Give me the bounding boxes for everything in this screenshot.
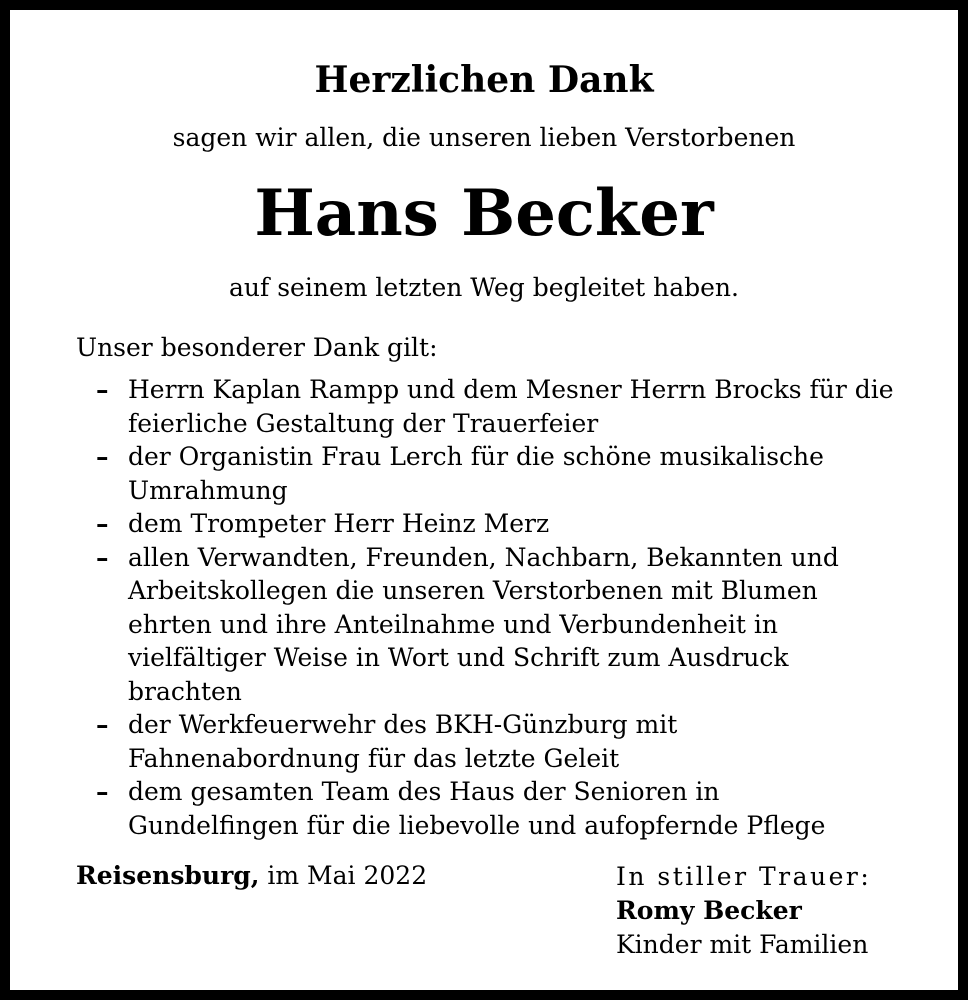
place-name: Reisensburg,	[76, 861, 260, 890]
deceased-name: Hans Becker	[254, 176, 714, 251]
dash-bullet: –	[96, 442, 109, 471]
list-item	[96, 541, 896, 709]
list-item-text: Herrn Kaplan Rampp und dem Mesner Herrn Brocks für die feierliche Gestaltung der Trauerfeier	[128, 375, 894, 438]
place-date	[76, 860, 427, 892]
thanks-list	[96, 373, 896, 842]
mourner-name: Romy Becker	[616, 896, 802, 925]
notice-heading: Herzlichen Dank	[314, 59, 654, 101]
dash-bullet: –	[96, 509, 109, 538]
signature-block	[616, 860, 956, 962]
list-item	[96, 708, 896, 775]
list-item	[96, 373, 896, 440]
list-item-text: allen Verwandten, Freunden, Nachbarn, Bekannten und Arbeitskollegen die unseren Verstorbenen mit Blumen ehrten und ihre Anteilnahme und Verbundenheit in vielfältiger Weise in Wort und Schrift zum Ausdruck brachten	[128, 542, 839, 706]
family-line: Kinder mit Familien	[616, 930, 869, 959]
dash-bullet: –	[96, 710, 109, 739]
list-item-text: dem Trompeter Herr Heinz Merz	[128, 509, 550, 538]
outro-line: auf seinem letzten Weg begleitet haben.	[229, 273, 739, 302]
list-item-text: der Organistin Frau Lerch für die schöne musikalische Umrahmung	[128, 442, 824, 505]
list-item-text: der Werkfeuerwehr des BKH-Günzburg mit Fahnenabordnung für das letzte Geleit	[128, 710, 678, 773]
list-item-text: dem gesamten Team des Haus der Senioren in Gundelfingen für die liebevolle und aufopfernde Pflege	[128, 777, 826, 840]
list-item	[96, 507, 896, 541]
dash-bullet: –	[96, 375, 109, 404]
list-item	[96, 440, 896, 507]
list-item	[96, 775, 896, 842]
mourning-line: In stiller Trauer:	[616, 862, 872, 891]
dash-bullet: –	[96, 542, 109, 572]
thanks-label: Unser besonderer Dank gilt:	[76, 333, 438, 362]
date-text: im Mai 2022	[267, 861, 428, 890]
dash-bullet: –	[96, 777, 109, 806]
intro-line: sagen wir allen, die unseren lieben Verstorbenen	[172, 123, 796, 152]
